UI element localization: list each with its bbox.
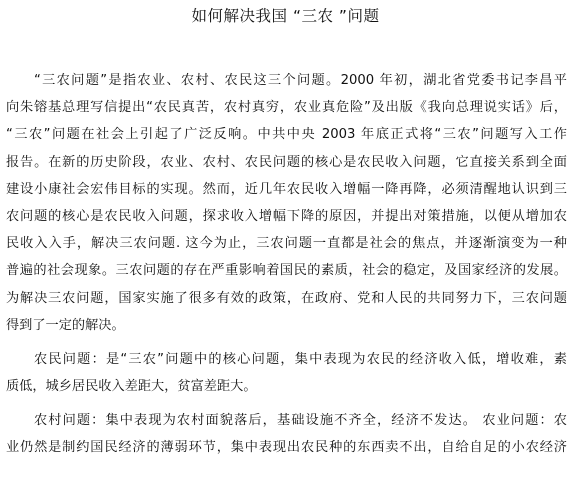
paragraph-line: 质低，城乡居民收入差距大，贫富差距大。 xyxy=(6,379,257,394)
paragraph-line: 业仍然是制约国民经济的薄弱环节，集中表现出农民种的东西卖不出，自给自足的小农经济 xyxy=(6,440,567,455)
paragraph-line: 建设小康社会宏伟目标的实现。然而，近几年农民收入增幅一降再降，必须清醒地认识到三 xyxy=(6,182,567,197)
paragraph-line: 普遍的社会现象。三农问题的存在严重影响着国民的素质，社会的稳定，及国家经济的发展。 xyxy=(6,263,567,278)
paragraph-line: 农问题的核心是农民收入问题，探求收入增幅下降的原因，并提出对策措施，以便从增加农 xyxy=(6,209,567,224)
document-title: 如何解决我国 “三农 ”问题 xyxy=(191,7,380,25)
paragraph-line: 得到了一定的解决。 xyxy=(6,318,125,333)
paragraph-line: 报告。在新的历史阶段，农业、农村、农民问题的核心是农民收入问题，它直接关系到全面 xyxy=(6,155,567,170)
paragraph-line: “三农”问题在社会上引起了广泛反响。中共中央 2003 年底正式将“三农”问题写入工作 xyxy=(6,127,567,142)
paragraph-line: 为解决三农问题，国家实施了很多有效的政策，在政府、党和人民的共同努力下，三农问题 xyxy=(6,291,567,306)
paragraph-line: 向朱镕基总理写信提出“农民真苦，农村真穷，农业真危险”及出版《我向总理说实话》后， xyxy=(6,100,567,115)
paragraph-line: 民收入入手，解决三农问题. 这今为止，三农问题一直都是社会的焦点，并逐渐演变为一种 xyxy=(6,236,567,251)
paragraph-line: 农民问题：是“三农”问题中的核心问题，集中表现为农民的经济收入低，增收难，素 xyxy=(34,352,567,367)
paragraph-line: “三农问题”是指农业、农村、农民这三个问题。2000 年初，湖北省党委书记李昌平 xyxy=(34,73,567,88)
paragraph-line: 农村问题：集中表现为农村面貌落后，基础设施不齐全，经济不发达。 农业问题：农 xyxy=(34,413,567,428)
